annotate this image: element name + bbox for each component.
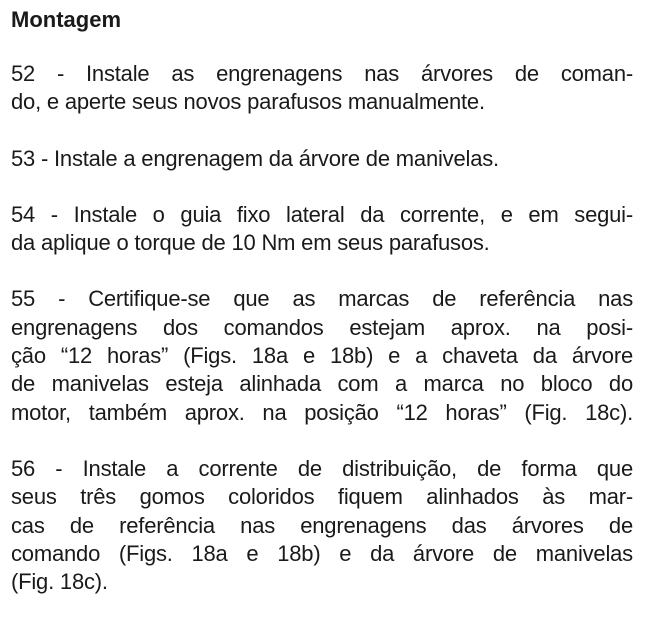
- step-53-line-1: 53 - Instale a engrenagem da árvore de manivelas.: [11, 145, 499, 171]
- step-54: [11, 201, 633, 258]
- section-heading: Montagem: [11, 7, 121, 32]
- step-55-line-2: engrenagens dos comandos estejam aprox. na posi-: [11, 314, 633, 340]
- step-56-line-1: 56 - Instale a corrente de distribuição, de forma que: [11, 455, 633, 481]
- step-54-line-2: da aplique o torque de 10 Nm em seus parafusos.: [11, 230, 490, 256]
- step-56-line-5: (Fig. 18c).: [11, 569, 108, 595]
- step-55: [11, 285, 633, 426]
- step-52-line-1: 52 - Instale as engrenagens nas árvores de coman-: [11, 61, 633, 86]
- document-page: [11, 6, 633, 624]
- step-55-line-4: de manivelas esteja alinhada com a marca no bloco do: [11, 371, 633, 397]
- step-53: [11, 145, 633, 173]
- step-55-line-3: ção “12 horas” (Figs. 18a e 18b) e a chaveta da árvore: [11, 343, 633, 369]
- step-55-line-1: 55 - Certifique-se que as marcas de referência nas: [11, 286, 633, 312]
- step-52-line-2: do, e aperte seus novos parafusos manualmente.: [11, 89, 485, 115]
- step-56-line-3: cas de referência nas engrenagens das árvores de: [11, 512, 633, 538]
- step-56: [11, 455, 633, 596]
- step-52: [11, 60, 633, 117]
- step-54-line-1: 54 - Instale o guia fixo lateral da corrente, e em segui-: [11, 201, 633, 227]
- step-56-line-2: seus três gomos coloridos fiquem alinhados às mar-: [11, 484, 633, 510]
- step-55-line-5: motor, também aprox. na posição “12 horas” (Fig. 18c).: [11, 399, 633, 425]
- step-56-line-4: comando (Figs. 18a e 18b) e da árvore de manivelas: [11, 540, 633, 566]
